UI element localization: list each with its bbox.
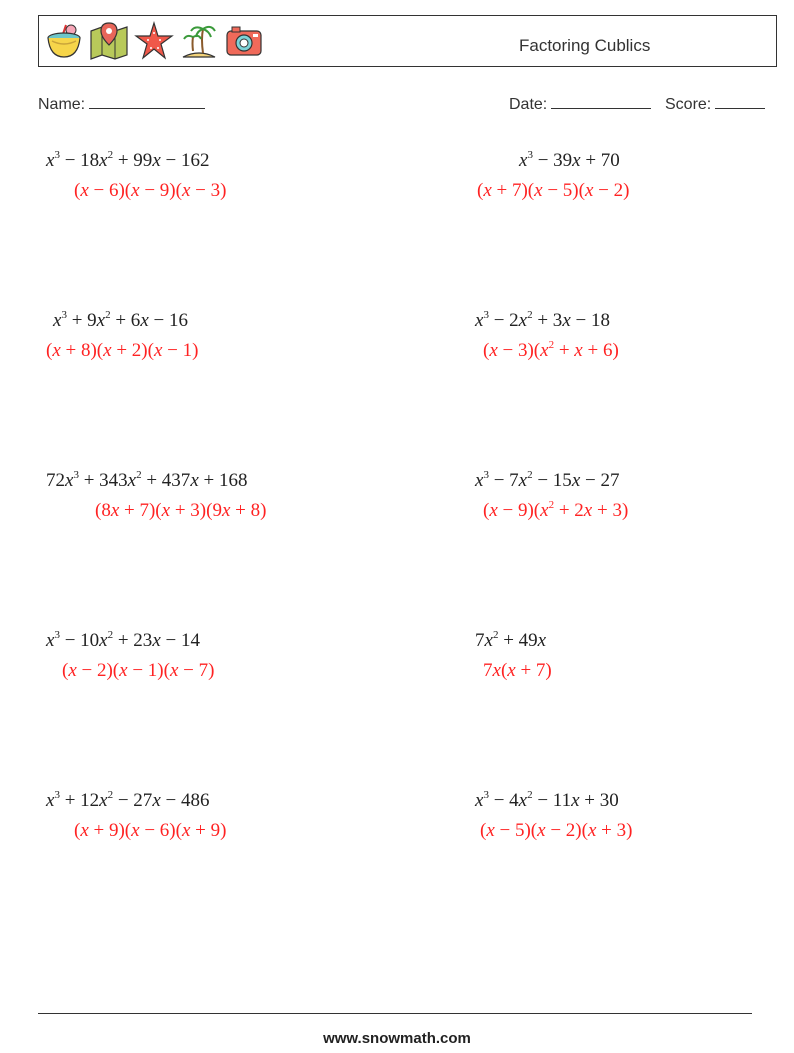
name-field (38, 93, 205, 114)
problem-10-answer: (x − 5)(x − 2)(x + 3) (480, 820, 633, 841)
problem-7-answer: (x − 2)(x − 1)(x − 7) (62, 660, 215, 681)
problem-8-question: $7x^2 + 49x$ (475, 629, 547, 651)
problem-4-answer: $(x - 3)(x^2 + x + 6)$ (483, 339, 619, 361)
problem-8-answer: 7x(x + 7) (483, 660, 552, 681)
problem-5-answer: (8x + 7)(x + 3)(9x + 8) (95, 500, 267, 521)
problem-6-question: $x^3 - 7x^2 - 15x - 27$ (475, 469, 620, 491)
camera-icon (224, 21, 264, 61)
header-icons (44, 21, 264, 61)
palm-island-icon (179, 21, 219, 61)
worksheet-title: Factoring Cublics (519, 36, 651, 55)
footer-divider (38, 1013, 752, 1014)
worksheet-header (38, 15, 777, 67)
date-blank (551, 93, 651, 109)
problem-9-question: $x^3 + 12x^2 - 27x - 486$ (46, 789, 210, 811)
problem-1-question: $x^3 - 18x^2 + 99x - 162$ (46, 149, 210, 171)
problem-3-question: $x^3 + 9x^2 + 6x - 16$ (53, 309, 188, 331)
problem-2-answer: (x + 7)(x − 5)(x − 2) (477, 180, 630, 201)
coconut-drink-icon (44, 21, 84, 61)
problem-6-answer: $(x - 9)(x^2 + 2x + 3)$ (483, 499, 629, 521)
footer-url: www.snowmath.com (323, 1030, 471, 1047)
score-field (665, 93, 765, 114)
problem-5-question: $72x^3 + 343x^2 + 437x + 168$ (46, 469, 248, 491)
problem-7-question: $x^3 - 10x^2 + 23x - 14$ (46, 629, 200, 651)
name-blank (89, 93, 205, 109)
date-field (509, 93, 651, 114)
problem-3-answer: (x + 8)(x + 2)(x − 1) (46, 340, 199, 361)
score-blank (715, 93, 765, 109)
map-pin-icon (89, 21, 129, 61)
date-label: Date: (509, 96, 548, 113)
problem-1-answer: (x − 6)(x − 9)(x − 3) (74, 180, 227, 201)
problem-2-question: $x^3 - 39x + 70$ (519, 149, 620, 171)
problem-4-question: $x^3 - 2x^2 + 3x - 18$ (475, 309, 610, 331)
problem-9-answer: (x + 9)(x − 6)(x + 9) (74, 820, 227, 841)
problem-10-question: $x^3 - 4x^2 - 11x + 30$ (475, 789, 619, 811)
name-label: Name: (38, 96, 86, 113)
score-label: Score: (665, 96, 712, 113)
starfish-icon (134, 21, 174, 61)
